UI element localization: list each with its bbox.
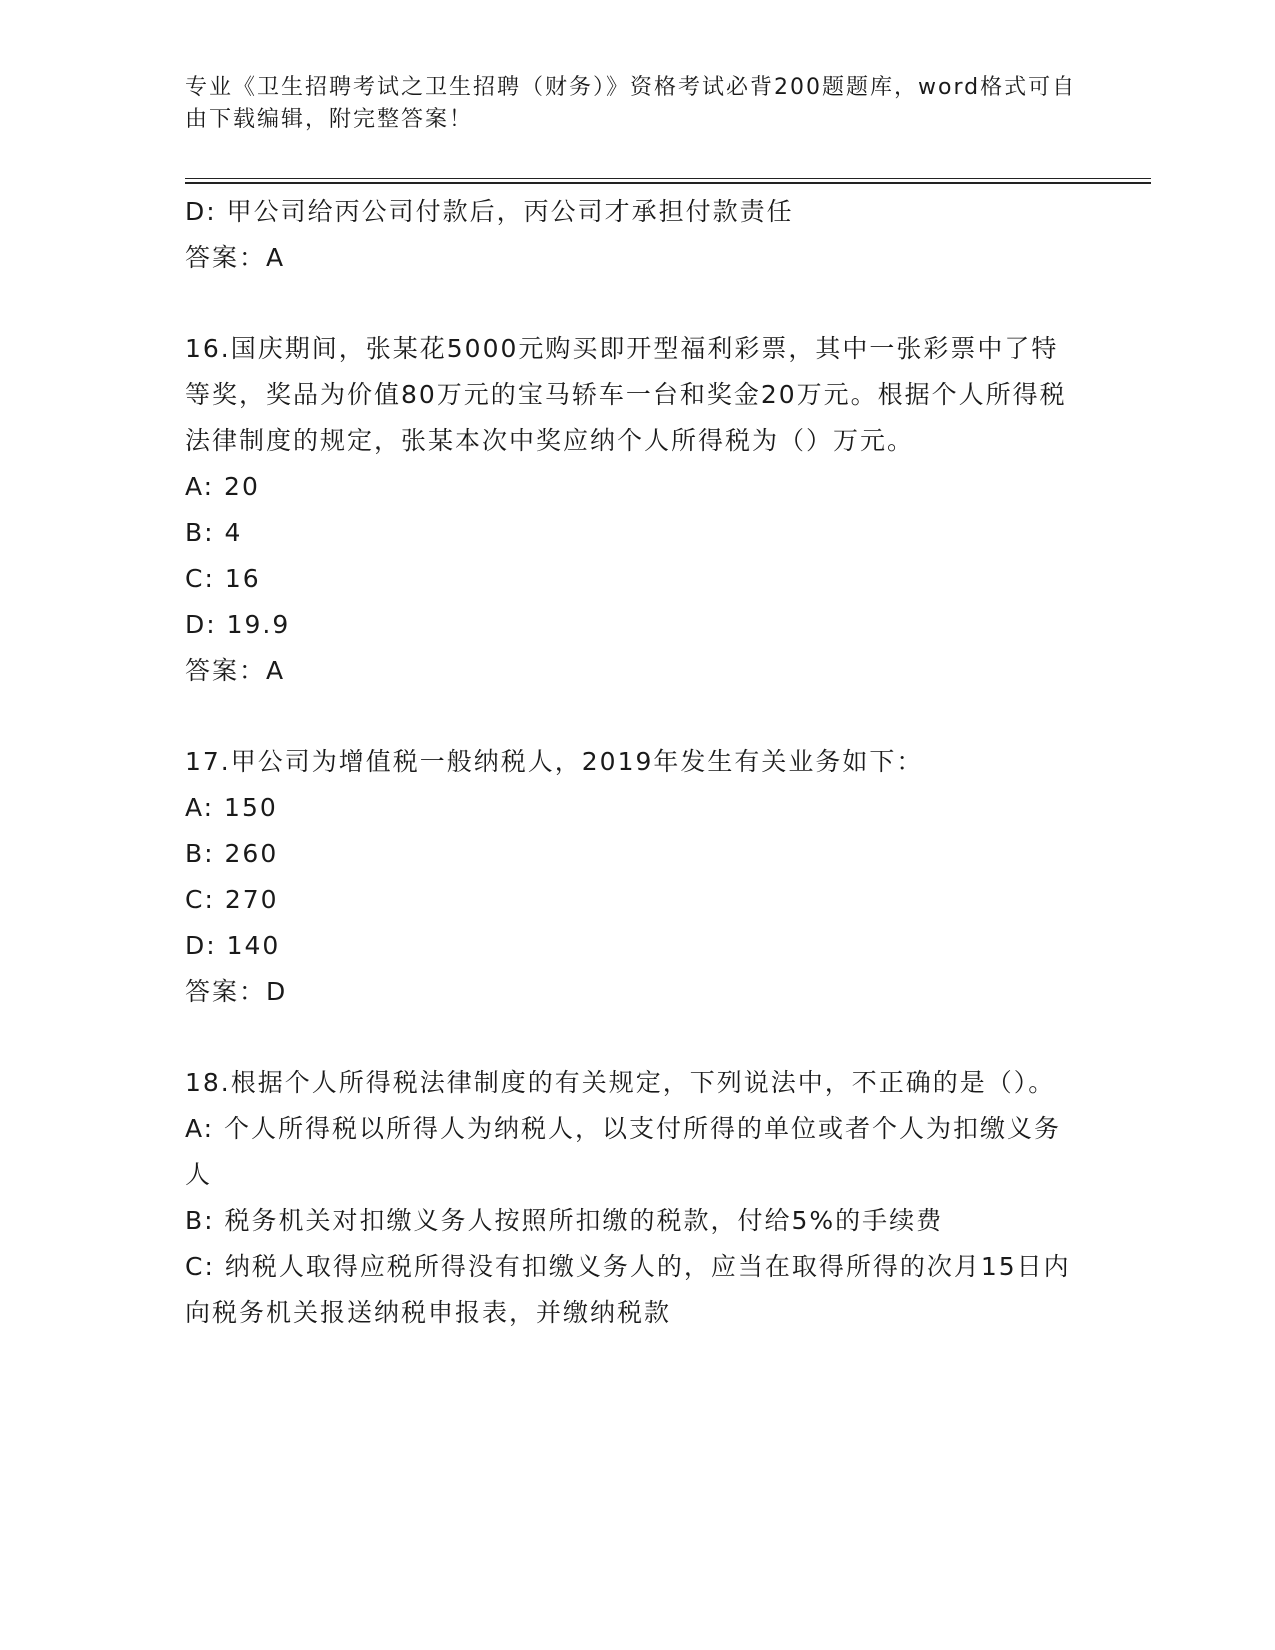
question-18-stem: 18.根据个人所得税法律制度的有关规定，下列说法中，不正确的是（）。	[185, 1068, 1056, 1097]
question-17-option-a: A: 150	[185, 793, 278, 822]
question-17	[185, 739, 1085, 1015]
spacer	[185, 1015, 1085, 1060]
question-18-option-c: C: 纳税人取得应税所得没有扣缴义务人的，应当在取得所得的次月15日内向税务机关报送纳税申报表，并缴纳税款	[185, 1252, 1071, 1327]
document-body	[185, 189, 1085, 1336]
question-16-option-b: B: 4	[185, 518, 243, 547]
question-18-option-a: A: 个人所得税以所得人为纳税人，以支付所得的单位或者个人为扣缴义务人	[185, 1114, 1062, 1189]
prev-question-answer: 答案：A	[185, 243, 286, 272]
question-16-option-a: A: 20	[185, 472, 260, 501]
prev-question-option-d: D: 甲公司给丙公司付款后，丙公司才承担付款责任	[185, 197, 794, 226]
page-header-title: 专业《卫生招聘考试之卫生招聘（财务）》资格考试必背200题题库，word格式可自由下载编辑，附完整答案！	[185, 75, 1077, 132]
question-18	[185, 1060, 1085, 1336]
question-17-option-d: D: 140	[185, 931, 281, 960]
question-16-answer: 答案：A	[185, 656, 286, 685]
question-18-option-b: B: 税务机关对扣缴义务人按照所扣缴的税款，付给5%的手续费	[185, 1206, 944, 1235]
question-17-answer: 答案：D	[185, 977, 288, 1006]
question-17-stem: 17.甲公司为增值税一般纳税人，2019年发生有关业务如下：	[185, 747, 924, 776]
question-16-stem: 16.国庆期间，张某花5000元购买即开型福利彩票，其中一张彩票中了特等奖，奖品为价值80万元的宝马轿车一台和奖金20万元。根据个人所得税法律制度的规定，张某本次中奖应纳个人所得税为（）万元。	[185, 334, 1067, 455]
question-16-option-c: C: 16	[185, 564, 261, 593]
question-16-option-d: D: 19.9	[185, 610, 291, 639]
spacer	[185, 281, 1085, 326]
question-16	[185, 326, 1085, 694]
question-17-option-b: B: 260	[185, 839, 279, 868]
header-divider	[185, 178, 1151, 184]
spacer	[185, 694, 1085, 739]
question-17-option-c: C: 270	[185, 885, 279, 914]
